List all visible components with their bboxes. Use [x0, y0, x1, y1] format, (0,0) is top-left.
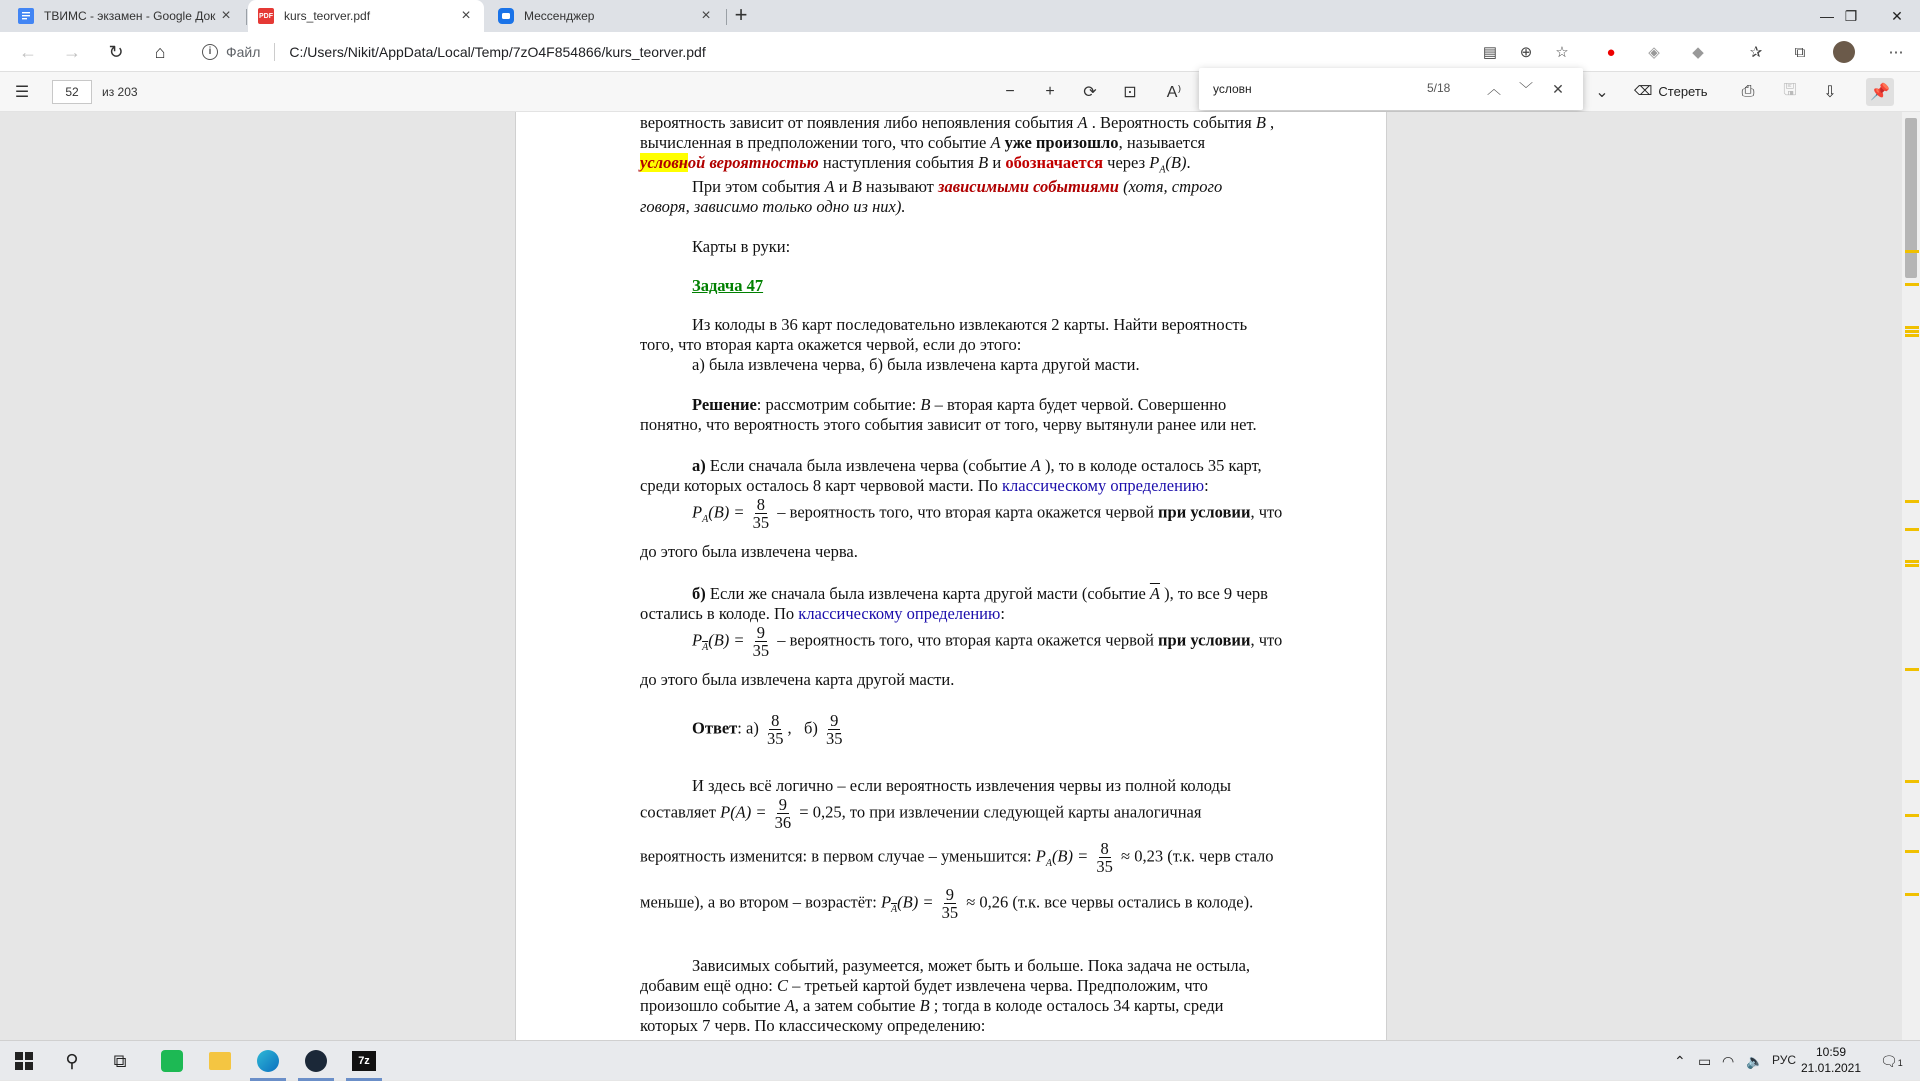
rotate-icon[interactable]: ⟳	[1083, 84, 1097, 101]
tab-strip	[0, 0, 1920, 32]
spotify-icon[interactable]	[148, 1041, 196, 1081]
search-match-marker	[1905, 850, 1919, 853]
edge-icon[interactable]	[244, 1041, 292, 1081]
tab-pdf[interactable]	[248, 0, 484, 32]
zoom-in-icon[interactable]: +	[1045, 83, 1055, 100]
zoom-icon[interactable]: ⊕	[1519, 44, 1533, 61]
task-title[interactable]: Задача 47	[692, 276, 764, 295]
formula-line: составляет P(A) = $\frac{9}{36}$ = 0,25, то при извлечении следующей карты аналогичная	[640, 795, 1202, 833]
reload-button[interactable]: ↻	[108, 41, 124, 62]
text-line: Из колоды в 36 карт последовательно извлекаются 2 карты. Найти вероятность	[692, 315, 1248, 334]
pdf-toolbar	[0, 72, 1920, 112]
date: 21.01.2021	[1800, 1061, 1862, 1075]
text-line: говоря, зависимо только одно из них).	[640, 197, 906, 216]
search-match-marker	[1905, 500, 1919, 503]
fit-page-icon[interactable]: ⊡	[1123, 84, 1137, 101]
tab-title: kurs_teorver.pdf	[284, 9, 371, 23]
search-match-marker	[1905, 560, 1919, 563]
close-icon[interactable]: ×	[221, 7, 231, 24]
divider	[274, 43, 275, 61]
address-bar[interactable]	[188, 36, 1580, 68]
google-docs-icon	[18, 8, 34, 24]
volume-icon[interactable]: 🔈	[1746, 1053, 1764, 1069]
text-line: а) была извлечена черва, б) была извлечена карта другой масти.	[692, 355, 1140, 374]
restore-button[interactable]: ❐	[1844, 7, 1858, 24]
erase-label: Стереть	[1658, 83, 1708, 99]
find-next-button[interactable]: ﹀	[1519, 81, 1533, 97]
search-highlight: условн	[640, 153, 688, 172]
info-icon[interactable]: i	[202, 44, 218, 60]
address-bar-row	[0, 32, 1920, 72]
erase-button[interactable]	[1634, 83, 1708, 99]
text-line: произошло событие A, а затем событие B ; тогда в колоде осталось 34 карты, среди	[640, 996, 1224, 1015]
text-line: среди которых осталось 8 карт червовой масти. По классическому определению:	[640, 476, 1209, 495]
window-close-button[interactable]: ✕	[1891, 7, 1903, 24]
collections-icon[interactable]: ⧉	[1794, 43, 1806, 61]
scrollbar-thumb[interactable]	[1905, 118, 1917, 278]
new-tab-button[interactable]: +	[734, 2, 748, 27]
7zip-icon[interactable]: 7z	[340, 1041, 388, 1081]
save-icon[interactable]: 🖫	[1783, 81, 1797, 99]
search-match-marker	[1905, 334, 1919, 337]
search-match-marker	[1905, 283, 1919, 286]
extension-icon[interactable]: ◈	[1648, 44, 1660, 61]
notifications-icon[interactable]: 🗨1	[1880, 1053, 1903, 1069]
text-line: б) Если же сначала была извлечена карта другой масти (событие $\overline{A}$ ), то все 9 черв	[692, 584, 1268, 603]
search-match-marker	[1905, 330, 1919, 333]
save-as-icon[interactable]: ⇩	[1823, 84, 1837, 101]
text-line: до этого была извлечена карта другой масти.	[640, 670, 955, 689]
tab-separator	[246, 9, 247, 25]
answer-line: Ответ: а) $\frac{8}{35}$ , б) $\frac{9}{35}$	[692, 711, 843, 749]
text-line: а) Если сначала была извлечена черва (событие A ), то в колоде осталось 35 карт,	[692, 456, 1262, 475]
taskbar	[0, 1040, 1920, 1080]
text-line: добавим ещё одно: C – третьей картой будет извлечена черва. Предположим, что	[640, 976, 1208, 995]
search-match-marker	[1905, 780, 1919, 783]
pdf-icon: PDF	[258, 8, 274, 24]
forward-button[interactable]: →	[63, 41, 81, 62]
immersive-reader-icon[interactable]: ▤	[1482, 44, 1498, 61]
page-number-input[interactable]: 52	[52, 80, 92, 104]
text-line: до этого была извлечена черва.	[640, 542, 858, 561]
notification-count: 1	[1897, 1058, 1903, 1068]
pdf-viewer[interactable]	[0, 112, 1902, 1040]
search-match-marker	[1905, 893, 1919, 896]
tab-messenger[interactable]	[488, 0, 724, 32]
more-icon[interactable]: ⋯	[1888, 44, 1904, 61]
read-aloud-icon[interactable]: A⁾	[1166, 84, 1182, 101]
search-match-marker	[1905, 250, 1919, 253]
clock[interactable]	[1796, 1044, 1866, 1076]
tab-google-docs[interactable]	[8, 0, 244, 32]
wifi-icon[interactable]: ◠	[1722, 1053, 1735, 1069]
minimize-button[interactable]: —	[1820, 8, 1834, 24]
pdf-page	[515, 112, 1387, 1040]
search-match-marker	[1905, 326, 1919, 329]
extension-icon[interactable]: ◆	[1692, 44, 1704, 61]
scheme-label: Файл	[226, 44, 261, 60]
close-icon[interactable]: ×	[701, 7, 711, 24]
definition-link[interactable]: классическому определению	[1002, 476, 1205, 495]
close-icon[interactable]: ×	[461, 7, 471, 24]
text-line: того, что вторая карта окажется червой, если до этого:	[640, 335, 1022, 354]
formula-line: $P_A(B)$ = $\frac{8}{35}$ – вероятность того, что вторая карта окажется червой при условии, что	[692, 495, 1283, 533]
tab-separator	[726, 9, 727, 25]
search-match-marker	[1905, 668, 1919, 671]
text-line: остались в колоде. По классическому определению:	[640, 604, 1005, 623]
text-line: вероятность зависит от появления либо непоявления события A . Вероятность события B ,	[640, 113, 1275, 132]
formula-line: меньше), а во втором – возрастёт: $P_{\overline{A}}(B)$ = $\frac{9}{35}$ ≈ 0,26 (т.к. все червы остались в колоде).	[640, 885, 1254, 923]
text-line: Карты в руки:	[692, 237, 791, 256]
tab-title: ТВИМС - экзамен - Google Док	[44, 9, 216, 23]
find-previous-button[interactable]: ︿	[1487, 81, 1501, 97]
battery-icon[interactable]: ▭	[1698, 1053, 1712, 1069]
opera-icon[interactable]: ●	[1606, 43, 1616, 61]
messenger-icon	[498, 8, 514, 24]
language-indicator[interactable]: РУС	[1772, 1053, 1797, 1067]
search-match-marker	[1905, 564, 1919, 567]
text-line: Зависимых событий, разумеется, может быть и больше. Пока задача не остыла,	[692, 956, 1251, 975]
steam-icon[interactable]	[292, 1041, 340, 1081]
definition-link[interactable]: классическому определению	[798, 604, 1001, 623]
find-close-button[interactable]: ✕	[1552, 80, 1564, 97]
back-button[interactable]: ←	[19, 41, 37, 62]
text-line: При этом события A и B называют зависимыми событиями (хотя, строго	[692, 177, 1223, 196]
url-text[interactable]: C:/Users/Nikit/AppData/Local/Temp/7zO4F854866/kurs_teorver.pdf	[289, 44, 706, 60]
page-total: из 203	[102, 85, 138, 99]
search-match-marker	[1905, 528, 1919, 531]
text-line: Решение: рассмотрим событие: B – вторая карта будет червой. Совершенно	[692, 395, 1227, 414]
text-line: вычисленная в предположении того, что событие A уже произошло, называется	[640, 133, 1206, 152]
print-icon[interactable]: ⎙	[1741, 83, 1755, 100]
favorites-icon[interactable]: ✰	[1749, 44, 1763, 61]
pin-icon[interactable]: 📌	[1866, 78, 1894, 106]
search-icon[interactable]: ⚲	[65, 1050, 79, 1071]
time: 10:59	[1815, 1045, 1847, 1059]
file-explorer-icon[interactable]	[196, 1041, 244, 1081]
avatar[interactable]	[1830, 38, 1858, 66]
chevron-up-icon[interactable]: ⌃	[1674, 1053, 1686, 1069]
search-match-marker	[1905, 814, 1919, 817]
chevron-down-icon[interactable]: ⌄	[1595, 84, 1609, 101]
text-line: которых 7 черв. По классическому определению:	[640, 1016, 986, 1035]
find-count: 5/18	[1427, 81, 1451, 95]
tab-title: Мессенджер	[524, 9, 595, 23]
text-line: понятно, что вероятность этого события зависит от того, черву вытянули ранее или нет.	[640, 415, 1257, 434]
text-line: условной вероятностью наступления события B и обозначается через $P_A(B)$.	[640, 153, 1191, 176]
task-view-icon[interactable]: ⧉	[113, 1050, 127, 1071]
formula-line: вероятность изменится: в первом случае – уменьшится: $P_A(B)$ = $\frac{8}{35}$ ≈ 0,23 (т.к. черв стало	[640, 839, 1274, 877]
windows-start-icon[interactable]	[0, 1041, 48, 1081]
home-button[interactable]: ⌂	[154, 41, 166, 62]
zoom-out-icon[interactable]: −	[1005, 83, 1015, 100]
find-input[interactable]	[1213, 78, 1413, 100]
contents-icon[interactable]: ☰	[14, 84, 30, 101]
formula-line: $P_{\overline{A}}(B)$ = $\frac{9}{35}$ – вероятность того, что вторая карта окажется червой при условии, что	[692, 623, 1283, 661]
eraser-icon: ⌫	[1634, 83, 1653, 98]
star-icon[interactable]: ☆	[1555, 44, 1569, 61]
text-line: И здесь всё логично – если вероятность извлечения червы из полной колоды	[692, 776, 1231, 795]
